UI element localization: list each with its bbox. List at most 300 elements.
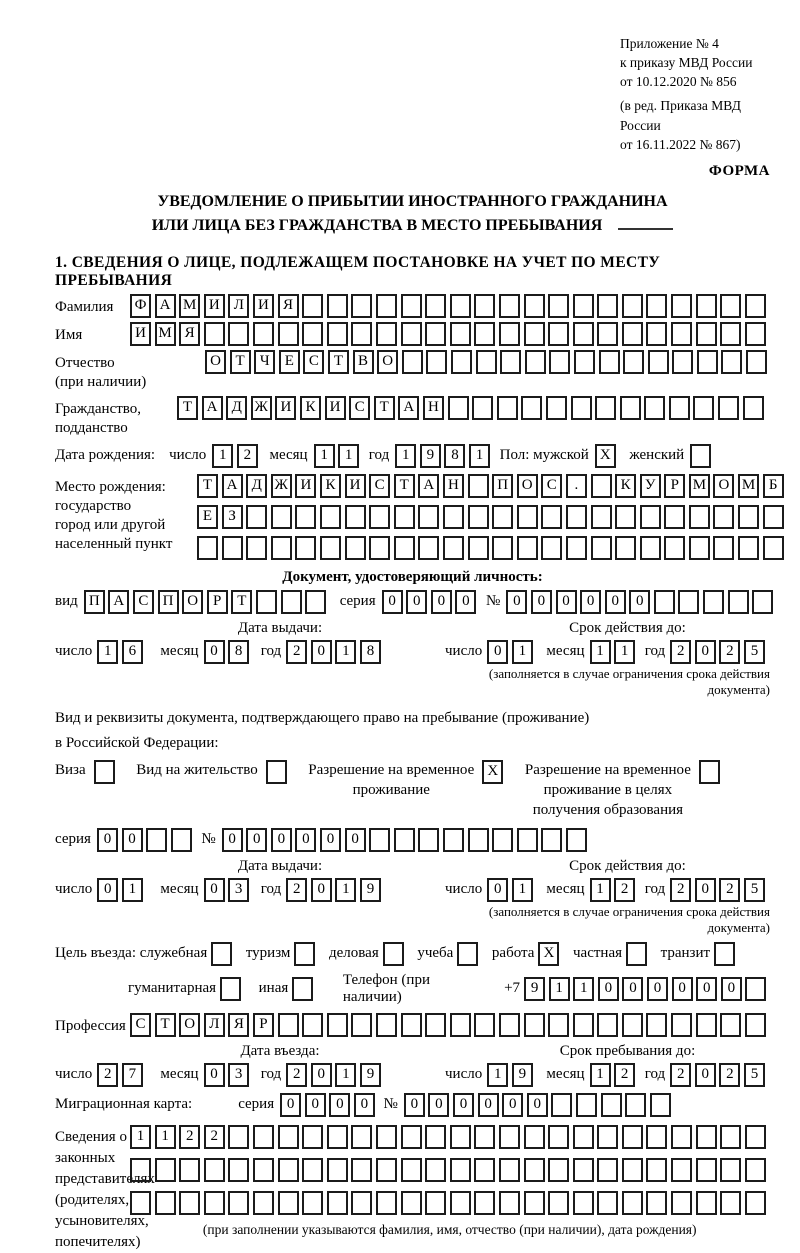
residence-number-cell[interactable]: 0 — [222, 828, 243, 852]
citizenship-cell[interactable]: Т — [177, 396, 198, 420]
birthplace-cell[interactable] — [738, 505, 759, 529]
residence-number-cell[interactable] — [541, 828, 562, 852]
birthplace-cell[interactable] — [517, 505, 538, 529]
surname-cell[interactable] — [696, 294, 717, 318]
birthplace-cell[interactable]: С — [369, 474, 390, 498]
id-issue-year-cell[interactable]: 2 — [286, 640, 307, 664]
birthplace-cell[interactable] — [271, 505, 292, 529]
birthplace-cell[interactable] — [394, 536, 415, 560]
name-cell[interactable] — [327, 322, 348, 346]
birthplace-cell[interactable]: У — [640, 474, 661, 498]
id-valid-day-cell[interactable]: 0 — [487, 640, 508, 664]
representative-cell[interactable] — [155, 1191, 176, 1215]
name-cell[interactable] — [474, 322, 495, 346]
name-cell[interactable] — [745, 322, 766, 346]
residence-number-cell[interactable]: 0 — [295, 828, 316, 852]
birth-day-cell[interactable]: 1 — [212, 444, 233, 468]
profession-cell[interactable]: Я — [228, 1013, 249, 1037]
birthplace-cell[interactable] — [615, 536, 636, 560]
id-kind-cell[interactable]: П — [158, 590, 179, 614]
name-cell[interactable] — [253, 322, 274, 346]
citizenship-cell[interactable] — [644, 396, 665, 420]
representative-cell[interactable] — [671, 1125, 692, 1149]
surname-cell[interactable]: И — [204, 294, 225, 318]
representative-cell[interactable] — [450, 1125, 471, 1149]
stay-day-cell[interactable]: 9 — [512, 1063, 533, 1087]
representative-cell[interactable] — [425, 1125, 446, 1149]
residence-number-cell[interactable]: 0 — [345, 828, 366, 852]
patronymic-cell[interactable] — [623, 350, 644, 374]
representative-cell[interactable] — [450, 1191, 471, 1215]
name-cell[interactable] — [351, 322, 372, 346]
female-checkbox[interactable] — [690, 444, 711, 468]
citizenship-cell[interactable] — [718, 396, 739, 420]
id-kind-cell[interactable] — [256, 590, 277, 614]
phone-cell[interactable]: 0 — [672, 977, 693, 1001]
name-cell[interactable] — [696, 322, 717, 346]
representative-cell[interactable] — [671, 1191, 692, 1215]
birthplace-cell[interactable] — [541, 536, 562, 560]
birthplace-cell[interactable] — [197, 536, 218, 560]
surname-cell[interactable]: Я — [278, 294, 299, 318]
representative-cell[interactable] — [278, 1125, 299, 1149]
citizenship-cell[interactable]: А — [398, 396, 419, 420]
id-kind-cell[interactable]: Р — [207, 590, 228, 614]
name-cell[interactable] — [204, 322, 225, 346]
representative-cell[interactable] — [376, 1158, 397, 1182]
birthplace-cell[interactable]: И — [295, 474, 316, 498]
birthplace-cell[interactable]: П — [492, 474, 513, 498]
representative-cell[interactable] — [524, 1125, 545, 1149]
id-kind-cell[interactable]: А — [108, 590, 129, 614]
residence-issue-day-cell[interactable]: 1 — [122, 878, 143, 902]
representative-cell[interactable] — [524, 1158, 545, 1182]
representative-cell[interactable] — [499, 1158, 520, 1182]
profession-cell[interactable] — [351, 1013, 372, 1037]
birthplace-cell[interactable]: Ж — [271, 474, 292, 498]
residence-issue-year-cell[interactable]: 0 — [311, 878, 332, 902]
profession-cell[interactable] — [573, 1013, 594, 1037]
birthplace-cell[interactable] — [222, 536, 243, 560]
id-kind-cell[interactable]: С — [133, 590, 154, 614]
patronymic-cell[interactable] — [426, 350, 447, 374]
representative-cell[interactable] — [327, 1158, 348, 1182]
surname-cell[interactable] — [376, 294, 397, 318]
residence-series-cell[interactable]: 0 — [97, 828, 118, 852]
residence-number-cell[interactable] — [418, 828, 439, 852]
residence-valid-month-cell[interactable]: 2 — [614, 878, 635, 902]
migration-number-cell[interactable] — [576, 1093, 597, 1117]
birthplace-cell[interactable] — [541, 505, 562, 529]
representative-cell[interactable] — [302, 1191, 323, 1215]
migration-number-cell[interactable]: 0 — [502, 1093, 523, 1117]
citizenship-cell[interactable] — [448, 396, 469, 420]
surname-cell[interactable] — [573, 294, 594, 318]
id-valid-month-cell[interactable]: 1 — [590, 640, 611, 664]
male-checkbox[interactable]: X — [595, 444, 616, 468]
surname-cell[interactable]: Л — [228, 294, 249, 318]
id-kind-cell[interactable] — [281, 590, 302, 614]
id-number-cell[interactable]: 0 — [580, 590, 601, 614]
birthplace-cell[interactable] — [468, 505, 489, 529]
residence-number-cell[interactable] — [443, 828, 464, 852]
id-valid-month-cell[interactable]: 1 — [614, 640, 635, 664]
birthplace-cell[interactable] — [664, 505, 685, 529]
migration-number-cell[interactable] — [601, 1093, 622, 1117]
representative-cell[interactable] — [253, 1125, 274, 1149]
patronymic-cell[interactable]: Е — [279, 350, 300, 374]
profession-cell[interactable] — [597, 1013, 618, 1037]
representative-cell[interactable] — [401, 1191, 422, 1215]
profession-cell[interactable] — [622, 1013, 643, 1037]
patronymic-cell[interactable] — [672, 350, 693, 374]
representative-cell[interactable] — [548, 1158, 569, 1182]
patronymic-cell[interactable] — [599, 350, 620, 374]
birthplace-cell[interactable] — [591, 536, 612, 560]
birthplace-cell[interactable]: Т — [394, 474, 415, 498]
name-cell[interactable] — [597, 322, 618, 346]
birthplace-cell[interactable] — [320, 536, 341, 560]
birthplace-cell[interactable] — [689, 505, 710, 529]
birthplace-cell[interactable] — [443, 536, 464, 560]
phone-cell[interactable]: 0 — [721, 977, 742, 1001]
phone-cell[interactable]: 1 — [573, 977, 594, 1001]
birthplace-cell[interactable]: Т — [197, 474, 218, 498]
birth-year-cell[interactable]: 8 — [444, 444, 465, 468]
profession-cell[interactable] — [401, 1013, 422, 1037]
name-cell[interactable] — [228, 322, 249, 346]
name-cell[interactable] — [450, 322, 471, 346]
surname-cell[interactable] — [622, 294, 643, 318]
birthplace-cell[interactable]: М — [689, 474, 710, 498]
profession-cell[interactable] — [696, 1013, 717, 1037]
patronymic-cell[interactable] — [648, 350, 669, 374]
profession-cell[interactable] — [278, 1013, 299, 1037]
private-checkbox[interactable] — [626, 942, 647, 966]
birthplace-cell[interactable]: . — [566, 474, 587, 498]
id-number-cell[interactable]: 0 — [506, 590, 527, 614]
birth-day-cell[interactable]: 2 — [237, 444, 258, 468]
residence-issue-year-cell[interactable]: 1 — [335, 878, 356, 902]
surname-cell[interactable]: И — [253, 294, 274, 318]
profession-cell[interactable]: Т — [155, 1013, 176, 1037]
birthplace-cell[interactable]: И — [345, 474, 366, 498]
birthplace-cell[interactable] — [369, 505, 390, 529]
citizenship-cell[interactable]: Ж — [251, 396, 272, 420]
birthplace-cell[interactable] — [295, 536, 316, 560]
birthplace-cell[interactable] — [591, 474, 612, 498]
citizenship-cell[interactable] — [595, 396, 616, 420]
other-checkbox[interactable] — [292, 977, 313, 1001]
representative-cell[interactable] — [302, 1125, 323, 1149]
residence-number-cell[interactable] — [492, 828, 513, 852]
citizenship-cell[interactable] — [620, 396, 641, 420]
name-cell[interactable] — [499, 322, 520, 346]
profession-cell[interactable] — [646, 1013, 667, 1037]
surname-cell[interactable] — [745, 294, 766, 318]
representative-cell[interactable] — [474, 1158, 495, 1182]
birth-month-cell[interactable]: 1 — [314, 444, 335, 468]
id-valid-year-cell[interactable]: 2 — [719, 640, 740, 664]
citizenship-cell[interactable]: К — [300, 396, 321, 420]
id-valid-day-cell[interactable]: 1 — [512, 640, 533, 664]
birthplace-cell[interactable] — [468, 474, 489, 498]
birthplace-cell[interactable] — [738, 536, 759, 560]
patronymic-cell[interactable] — [402, 350, 423, 374]
patronymic-cell[interactable] — [746, 350, 767, 374]
phone-cell[interactable]: 0 — [598, 977, 619, 1001]
profession-cell[interactable] — [524, 1013, 545, 1037]
representative-cell[interactable] — [597, 1125, 618, 1149]
migration-number-cell[interactable]: 0 — [527, 1093, 548, 1117]
name-cell[interactable] — [671, 322, 692, 346]
name-cell[interactable]: И — [130, 322, 151, 346]
profession-cell[interactable] — [302, 1013, 323, 1037]
citizenship-cell[interactable]: Т — [374, 396, 395, 420]
residence-series-cell[interactable] — [146, 828, 167, 852]
migration-series-cell[interactable]: 0 — [354, 1093, 375, 1117]
birthplace-cell[interactable]: А — [418, 474, 439, 498]
name-cell[interactable] — [622, 322, 643, 346]
name-cell[interactable] — [573, 322, 594, 346]
profession-cell[interactable] — [499, 1013, 520, 1037]
citizenship-cell[interactable]: С — [349, 396, 370, 420]
patronymic-cell[interactable]: Т — [328, 350, 349, 374]
residence-valid-year-cell[interactable]: 2 — [719, 878, 740, 902]
birth-year-cell[interactable]: 1 — [469, 444, 490, 468]
birthplace-cell[interactable] — [271, 536, 292, 560]
surname-cell[interactable] — [474, 294, 495, 318]
residence-number-cell[interactable] — [468, 828, 489, 852]
temp-residence-edu-checkbox[interactable] — [699, 760, 720, 784]
migration-series-cell[interactable]: 0 — [329, 1093, 350, 1117]
phone-cell[interactable]: 0 — [647, 977, 668, 1001]
citizenship-cell[interactable] — [472, 396, 493, 420]
birthplace-cell[interactable] — [320, 505, 341, 529]
representative-cell[interactable] — [720, 1191, 741, 1215]
representative-cell[interactable] — [696, 1191, 717, 1215]
residence-valid-day-cell[interactable]: 1 — [512, 878, 533, 902]
surname-cell[interactable] — [499, 294, 520, 318]
birthplace-cell[interactable]: М — [738, 474, 759, 498]
name-cell[interactable] — [524, 322, 545, 346]
patronymic-cell[interactable] — [549, 350, 570, 374]
representative-cell[interactable] — [646, 1158, 667, 1182]
residence-series-cell[interactable] — [171, 828, 192, 852]
birthplace-cell[interactable]: К — [615, 474, 636, 498]
representative-cell[interactable] — [548, 1191, 569, 1215]
representative-cell[interactable]: 2 — [204, 1125, 225, 1149]
birth-year-cell[interactable]: 1 — [395, 444, 416, 468]
surname-cell[interactable]: М — [179, 294, 200, 318]
name-cell[interactable]: М — [155, 322, 176, 346]
entry-month-cell[interactable]: 0 — [204, 1063, 225, 1087]
id-number-cell[interactable] — [703, 590, 724, 614]
stay-year-cell[interactable]: 2 — [670, 1063, 691, 1087]
stay-month-cell[interactable]: 1 — [590, 1063, 611, 1087]
representative-cell[interactable] — [720, 1125, 741, 1149]
birthplace-cell[interactable] — [295, 505, 316, 529]
id-series-cell[interactable]: 0 — [382, 590, 403, 614]
representative-cell[interactable] — [646, 1125, 667, 1149]
name-cell[interactable] — [376, 322, 397, 346]
representative-cell[interactable] — [253, 1158, 274, 1182]
id-kind-cell[interactable]: О — [182, 590, 203, 614]
entry-year-cell[interactable]: 1 — [335, 1063, 356, 1087]
birthplace-cell[interactable] — [763, 505, 784, 529]
birthplace-cell[interactable] — [664, 536, 685, 560]
citizenship-cell[interactable] — [497, 396, 518, 420]
residence-number-cell[interactable] — [517, 828, 538, 852]
entry-year-cell[interactable]: 9 — [360, 1063, 381, 1087]
migration-number-cell[interactable]: 0 — [478, 1093, 499, 1117]
representative-cell[interactable] — [696, 1125, 717, 1149]
residence-issue-year-cell[interactable]: 9 — [360, 878, 381, 902]
citizenship-cell[interactable]: И — [275, 396, 296, 420]
tourism-checkbox[interactable] — [294, 942, 315, 966]
representative-cell[interactable] — [376, 1125, 397, 1149]
study-checkbox[interactable] — [457, 942, 478, 966]
representative-cell[interactable] — [401, 1158, 422, 1182]
representative-cell[interactable] — [622, 1158, 643, 1182]
residence-issue-day-cell[interactable]: 0 — [97, 878, 118, 902]
birthplace-cell[interactable] — [591, 505, 612, 529]
representative-cell[interactable]: 2 — [179, 1125, 200, 1149]
id-number-cell[interactable] — [728, 590, 749, 614]
residence-number-cell[interactable] — [566, 828, 587, 852]
entry-month-cell[interactable]: 3 — [228, 1063, 249, 1087]
name-cell[interactable] — [720, 322, 741, 346]
representative-cell[interactable] — [597, 1191, 618, 1215]
migration-series-cell[interactable]: 0 — [280, 1093, 301, 1117]
residence-valid-year-cell[interactable]: 0 — [695, 878, 716, 902]
citizenship-cell[interactable] — [669, 396, 690, 420]
profession-cell[interactable] — [376, 1013, 397, 1037]
birthplace-cell[interactable]: А — [222, 474, 243, 498]
surname-cell[interactable] — [450, 294, 471, 318]
id-series-cell[interactable]: 0 — [431, 590, 452, 614]
representative-cell[interactable] — [573, 1158, 594, 1182]
citizenship-cell[interactable] — [546, 396, 567, 420]
surname-cell[interactable] — [597, 294, 618, 318]
residence-series-cell[interactable]: 0 — [122, 828, 143, 852]
name-cell[interactable] — [401, 322, 422, 346]
id-issue-day-cell[interactable]: 1 — [97, 640, 118, 664]
birthplace-cell[interactable] — [369, 536, 390, 560]
patronymic-cell[interactable]: О — [377, 350, 398, 374]
migration-number-cell[interactable] — [625, 1093, 646, 1117]
patronymic-cell[interactable] — [476, 350, 497, 374]
patronymic-cell[interactable] — [525, 350, 546, 374]
representative-cell[interactable] — [671, 1158, 692, 1182]
representative-cell[interactable] — [450, 1158, 471, 1182]
business-checkbox[interactable] — [383, 942, 404, 966]
id-number-cell[interactable]: 0 — [605, 590, 626, 614]
humanitarian-checkbox[interactable] — [220, 977, 241, 1001]
representative-cell[interactable] — [204, 1191, 225, 1215]
citizenship-cell[interactable]: Н — [423, 396, 444, 420]
birthplace-cell[interactable]: Д — [246, 474, 267, 498]
id-issue-year-cell[interactable]: 1 — [335, 640, 356, 664]
migration-number-cell[interactable]: 0 — [428, 1093, 449, 1117]
representative-cell[interactable] — [155, 1158, 176, 1182]
profession-cell[interactable] — [548, 1013, 569, 1037]
id-valid-year-cell[interactable]: 2 — [670, 640, 691, 664]
birthplace-cell[interactable] — [713, 505, 734, 529]
representative-cell[interactable] — [745, 1125, 766, 1149]
stay-day-cell[interactable]: 1 — [487, 1063, 508, 1087]
surname-cell[interactable] — [646, 294, 667, 318]
profession-cell[interactable]: С — [130, 1013, 151, 1037]
birthplace-cell[interactable] — [566, 505, 587, 529]
representative-cell[interactable] — [622, 1191, 643, 1215]
id-valid-year-cell[interactable]: 0 — [695, 640, 716, 664]
representative-cell[interactable] — [425, 1158, 446, 1182]
representative-cell[interactable] — [278, 1191, 299, 1215]
phone-cell[interactable]: 0 — [696, 977, 717, 1001]
surname-cell[interactable] — [327, 294, 348, 318]
name-cell[interactable]: Я — [179, 322, 200, 346]
work-checkbox[interactable]: X — [538, 942, 559, 966]
representative-cell[interactable] — [401, 1125, 422, 1149]
patronymic-cell[interactable] — [451, 350, 472, 374]
id-issue-year-cell[interactable]: 0 — [311, 640, 332, 664]
representative-cell[interactable]: 1 — [155, 1125, 176, 1149]
birth-year-cell[interactable]: 9 — [420, 444, 441, 468]
migration-number-cell[interactable] — [650, 1093, 671, 1117]
citizenship-cell[interactable]: И — [325, 396, 346, 420]
id-series-cell[interactable]: 0 — [406, 590, 427, 614]
id-valid-year-cell[interactable]: 5 — [744, 640, 765, 664]
residence-issue-year-cell[interactable]: 2 — [286, 878, 307, 902]
patronymic-cell[interactable]: С — [303, 350, 324, 374]
entry-year-cell[interactable]: 0 — [311, 1063, 332, 1087]
surname-cell[interactable] — [548, 294, 569, 318]
representative-cell[interactable] — [253, 1191, 274, 1215]
surname-cell[interactable]: А — [155, 294, 176, 318]
citizenship-cell[interactable] — [743, 396, 764, 420]
representative-cell[interactable] — [548, 1125, 569, 1149]
representative-cell[interactable] — [646, 1191, 667, 1215]
surname-cell[interactable]: Ф — [130, 294, 151, 318]
birthplace-cell[interactable] — [468, 536, 489, 560]
profession-cell[interactable]: Р — [253, 1013, 274, 1037]
id-kind-cell[interactable] — [305, 590, 326, 614]
representative-cell[interactable] — [499, 1125, 520, 1149]
id-issue-year-cell[interactable]: 8 — [360, 640, 381, 664]
stay-month-cell[interactable]: 2 — [614, 1063, 635, 1087]
id-kind-cell[interactable]: Т — [231, 590, 252, 614]
transit-checkbox[interactable] — [714, 942, 735, 966]
profession-cell[interactable]: Л — [204, 1013, 225, 1037]
representative-cell[interactable]: 1 — [130, 1125, 151, 1149]
id-kind-cell[interactable]: П — [84, 590, 105, 614]
surname-cell[interactable] — [671, 294, 692, 318]
birthplace-cell[interactable] — [443, 505, 464, 529]
patronymic-cell[interactable] — [500, 350, 521, 374]
citizenship-cell[interactable] — [521, 396, 542, 420]
profession-cell[interactable] — [745, 1013, 766, 1037]
id-number-cell[interactable] — [678, 590, 699, 614]
residence-number-cell[interactable]: 0 — [246, 828, 267, 852]
profession-cell[interactable] — [425, 1013, 446, 1037]
representative-cell[interactable] — [597, 1158, 618, 1182]
residence-issue-month-cell[interactable]: 0 — [204, 878, 225, 902]
residence-valid-day-cell[interactable]: 0 — [487, 878, 508, 902]
profession-cell[interactable] — [671, 1013, 692, 1037]
migration-number-cell[interactable] — [551, 1093, 572, 1117]
birthplace-cell[interactable] — [763, 536, 784, 560]
